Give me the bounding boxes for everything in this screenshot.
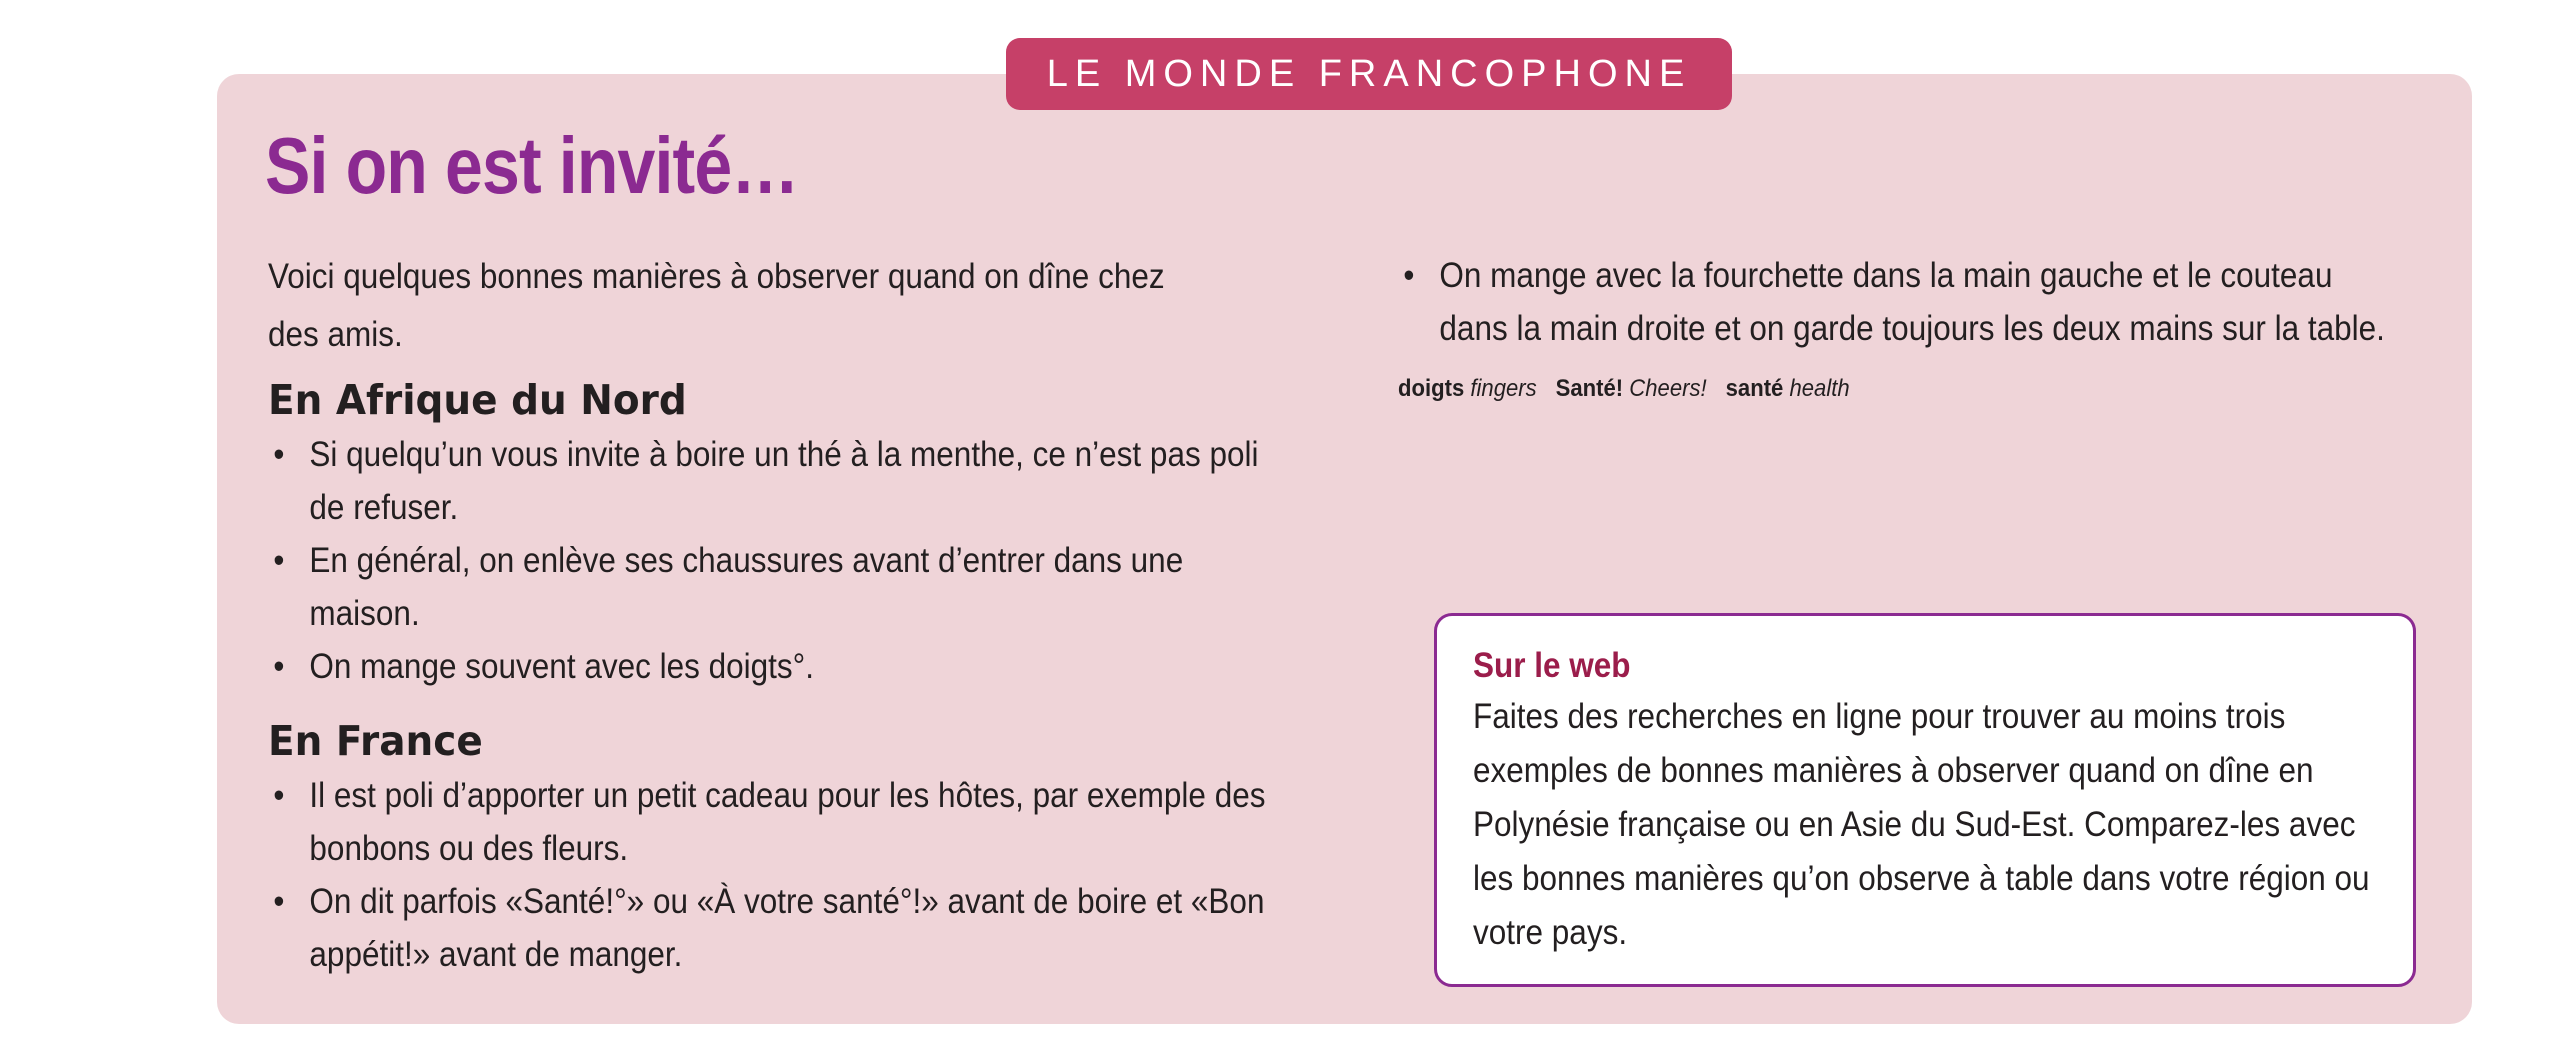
web-box-title: Sur le web xyxy=(1473,646,1631,685)
glossary-meaning: Cheers! xyxy=(1629,375,1707,402)
bullet-text: On mange souvent avec les doigts°. xyxy=(309,647,815,686)
list-item xyxy=(268,428,1272,534)
glossary-meaning: health xyxy=(1789,375,1850,402)
bullet-text: On mange avec la fourchette dans la main gauche et le couteau dans la main droite et on garde toujours les deux mains sur la table. xyxy=(1439,256,2385,348)
bullet-text: Si quelqu’un vous invite à boire un thé à la menthe, ce n’est pas poli de refuser. xyxy=(309,435,1259,527)
bullet-text: Il est poli d’apporter un petit cadeau pour les hôtes, par exemple des bonbons ou des fleurs. xyxy=(309,776,1266,868)
bullet-icon: • xyxy=(1403,256,1415,295)
list-france xyxy=(268,769,1266,981)
bullet-icon: • xyxy=(273,776,285,815)
glossary-term: doigts xyxy=(1398,375,1465,402)
bullet-text: On dit parfois «Santé!°» ou «À votre santé°!» avant de boire et «Bon appétit!» avant de manger. xyxy=(309,882,1265,974)
section-banner: LE MONDE FRANCOPHONE xyxy=(1006,38,1732,110)
list-france-continued xyxy=(1398,249,2385,355)
bullet-icon: • xyxy=(273,435,285,474)
left-column xyxy=(268,248,1266,981)
bullet-icon: • xyxy=(273,882,285,921)
bullet-icon: • xyxy=(273,541,285,580)
page-title: Si on est invité… xyxy=(265,121,799,210)
list-item xyxy=(268,875,1272,981)
right-column xyxy=(1398,245,2385,403)
bullet-icon: • xyxy=(273,647,285,686)
sur-le-web-box xyxy=(1434,613,2416,987)
heading-afrique-du-nord: En Afrique du Nord xyxy=(268,376,687,424)
intro-text: Voici quelques bonnes manières à observer quand on dîne chez des amis. xyxy=(268,257,1165,354)
glossary-meaning: fingers xyxy=(1470,375,1537,402)
bullet-text: En général, on enlève ses chaussures avant d’entrer dans une maison. xyxy=(309,541,1184,633)
list-afrique-du-nord xyxy=(268,428,1259,693)
list-item xyxy=(1398,249,2402,355)
list-item xyxy=(268,640,1272,693)
web-box-text: Faites des recherches en ligne pour trouver au moins trois exemples de bonnes manières à observer quand on dîne en Polynésie française ou en Asie du Sud-Est. Comparez-les avec les bonnes manières qu’on observe à table dans votre région ou votre pays. xyxy=(1473,697,2370,952)
list-item xyxy=(268,769,1272,875)
glossary xyxy=(1398,375,2281,403)
glossary-term: santé xyxy=(1725,375,1784,402)
heading-france: En France xyxy=(268,717,483,765)
glossary-term: Santé! xyxy=(1555,375,1624,402)
list-item xyxy=(268,534,1272,640)
